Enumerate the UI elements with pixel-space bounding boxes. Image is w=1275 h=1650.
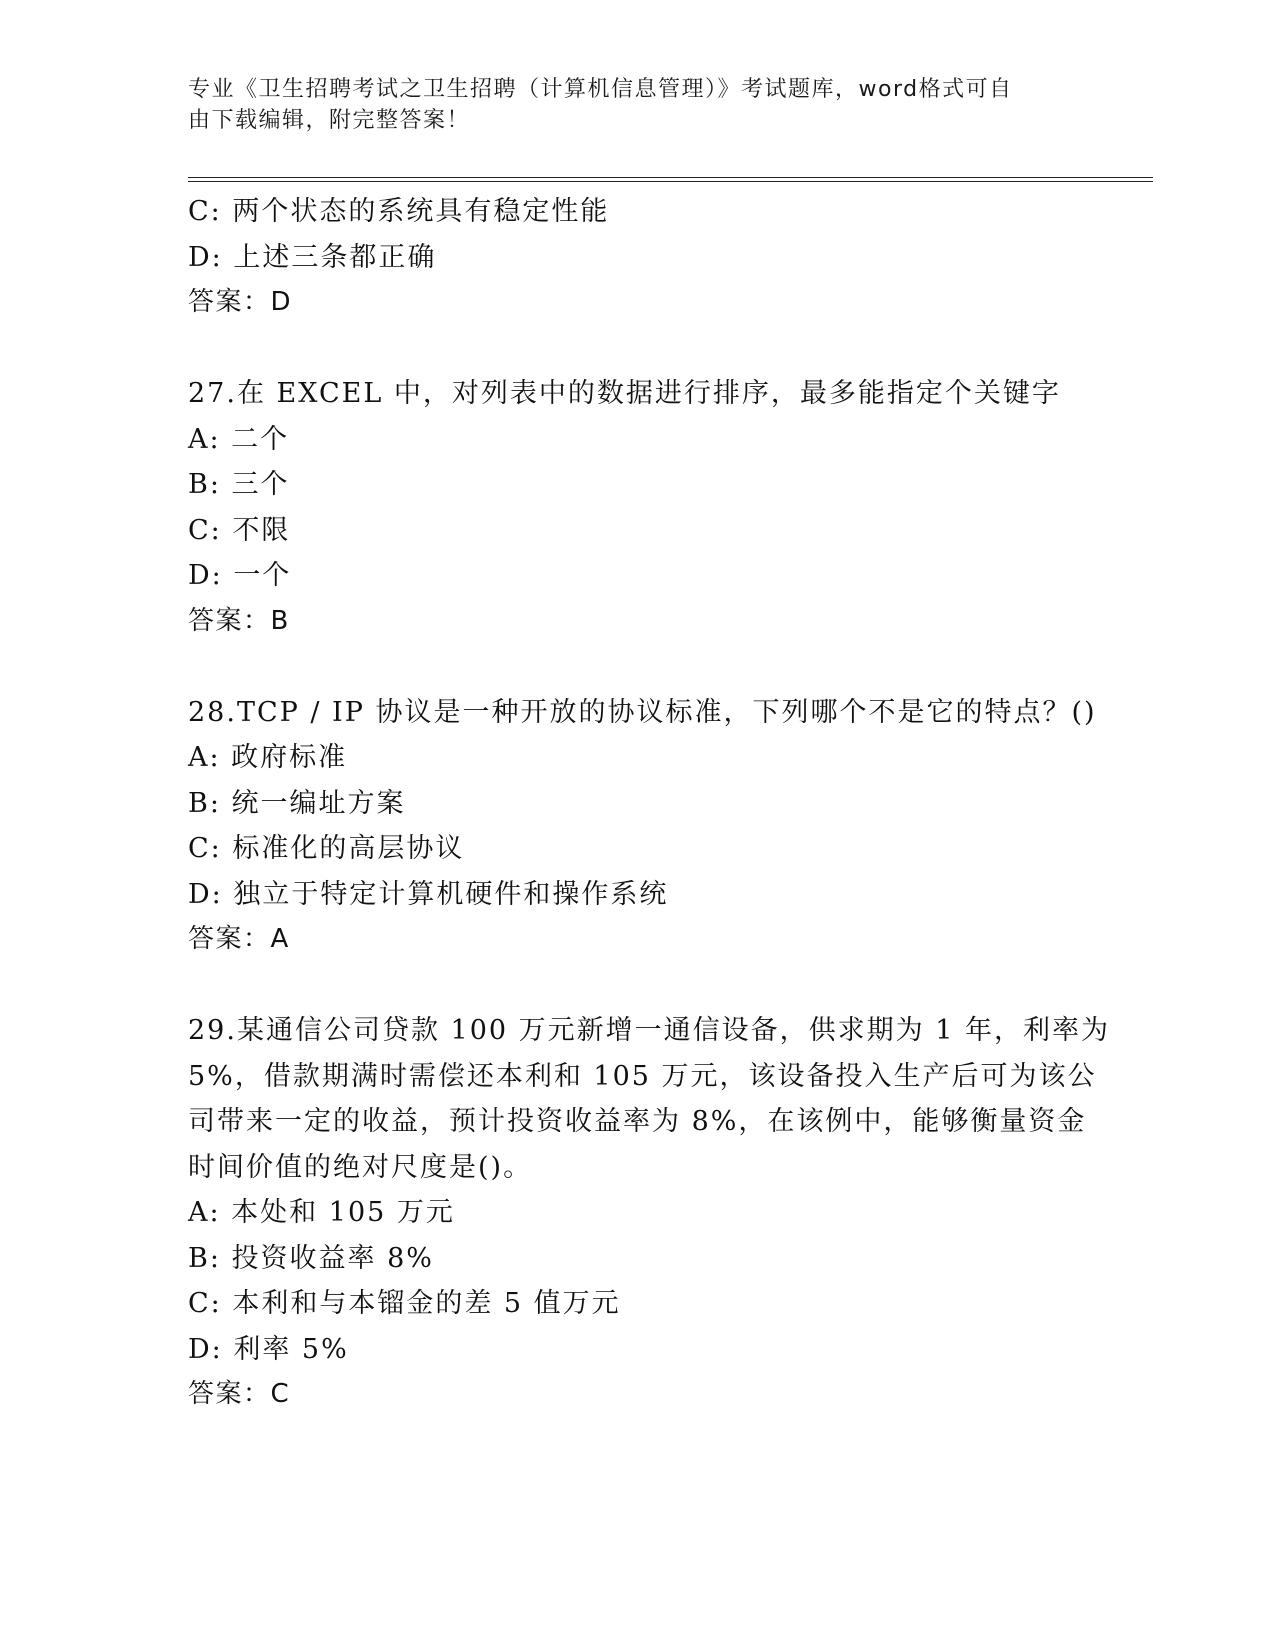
header-line-1: 专业《卫生招聘考试之卫生招聘（计算机信息管理）》考试题库，word格式可自 — [188, 77, 1013, 102]
question-stem — [188, 1008, 1110, 1190]
header-divider-bottom — [188, 181, 1153, 182]
option-d: D: 利率 5% — [188, 1333, 349, 1365]
option-c: C: 本利和与本镏金的差 5 值万元 — [188, 1288, 621, 1319]
stem-line: 29.某通信公司贷款 100 万元新增一通信设备，供求期为 1 年，利率为 — [188, 1015, 1110, 1046]
option-d: D: 上述三条都正确 — [188, 241, 437, 273]
spacer — [188, 326, 1088, 372]
option-a: A: 二个 — [188, 423, 290, 455]
question-prev — [188, 189, 1088, 326]
question-list — [188, 189, 1110, 1418]
header-divider-top — [188, 177, 1153, 178]
option-a: A: 政府标准 — [188, 742, 348, 773]
option-d: D: 一个 — [188, 560, 292, 591]
document-header — [188, 74, 1068, 136]
option-d: D: 独立于特定计算机硬件和操作系统 — [188, 878, 669, 910]
question-stem: 27.在 EXCEL 中，对列表中的数据进行排序，最多能指定个关键字 — [188, 378, 1061, 409]
option-c: C: 不限 — [188, 514, 291, 546]
option-c: C: 标准化的高层协议 — [188, 833, 465, 864]
question-28 — [188, 690, 1097, 963]
answer-line: 答案：B — [188, 605, 290, 636]
answer-line: 答案：A — [188, 924, 290, 954]
spacer — [188, 963, 1088, 1009]
question-stem: 28.TCP / IP 协议是一种开放的协议标准，下列哪个不是它的特点？() — [188, 696, 1097, 728]
stem-line: 时间价值的绝对尺度是()。 — [188, 1151, 533, 1183]
header-line-2: 由下载编辑，附完整答案！ — [188, 108, 471, 133]
stem-line: 司带来一定的收益，预计投资收益率为 8%，在该例中，能够衡量资金 — [188, 1106, 1087, 1137]
answer-line: 答案：C — [188, 1379, 291, 1409]
question-29 — [188, 1008, 1110, 1418]
option-c: C: 两个状态的系统具有稳定性能 — [188, 196, 610, 227]
spacer — [188, 644, 1088, 690]
option-b: B: 投资收益率 8% — [188, 1242, 434, 1274]
stem-line: 5%，借款期满时需偿还本利和 105 万元，该设备投入生产后可为该公 — [188, 1060, 1097, 1092]
question-27 — [188, 371, 1088, 644]
option-a: A: 本处和 105 万元 — [188, 1197, 455, 1228]
answer-line: 答案：D — [188, 287, 293, 317]
option-b: B: 统一编址方案 — [188, 787, 406, 819]
option-b: B: 三个 — [188, 469, 290, 500]
